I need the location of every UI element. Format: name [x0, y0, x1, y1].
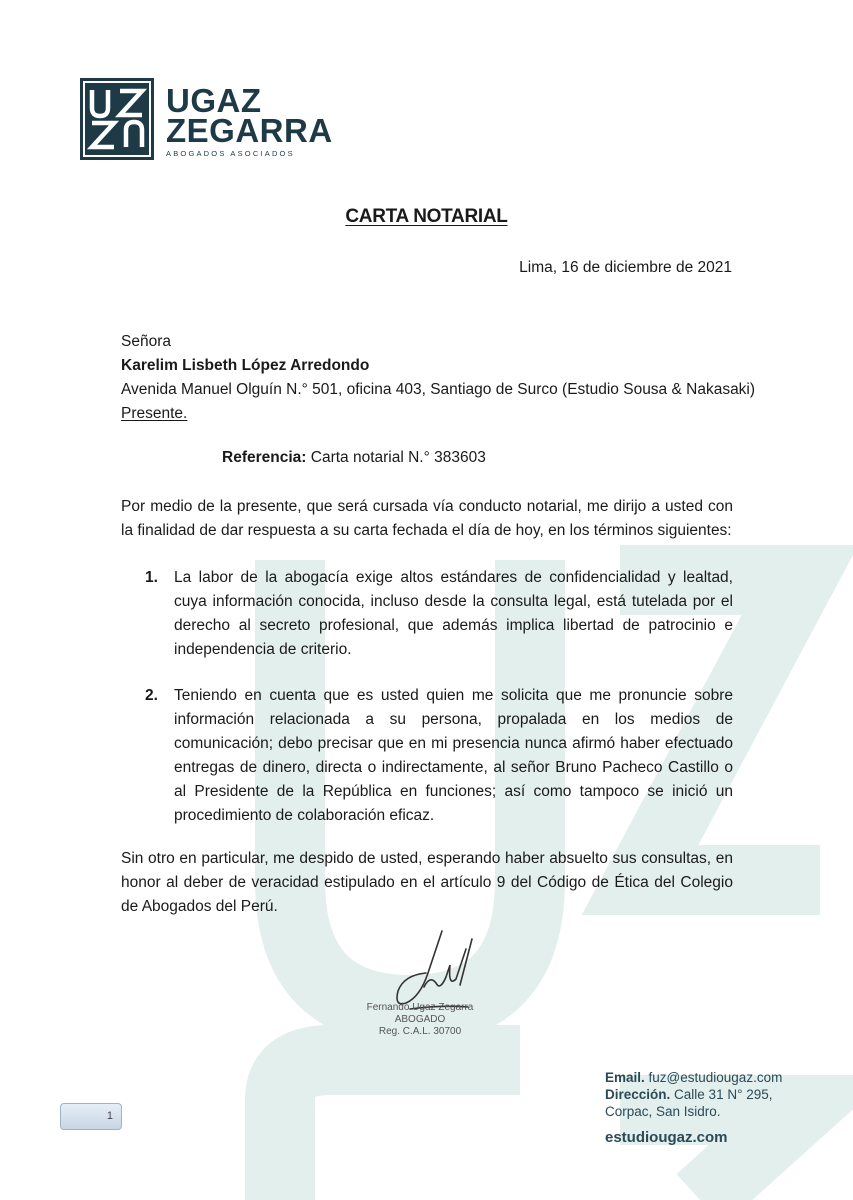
uz-monogram-icon	[80, 78, 154, 160]
recipient-block	[121, 330, 761, 426]
logo-subtitle: ABOGADOS ASOCIADOS	[166, 149, 295, 158]
closing-paragraph: Sin otro en particular, me despido de usted, esperando haber absuelto sus consultas, en honor al deber de veracidad estipulado en el artículo 9 del Código de Ética del Colegio de Abogados del Perú.	[121, 850, 733, 915]
list-item-number: 1.	[145, 569, 158, 586]
email-label: Email.	[605, 1070, 645, 1085]
address-line2: Corpac, San Isidro.	[605, 1104, 721, 1119]
letter-title: CARTA NOTARIAL	[345, 206, 508, 227]
email-link[interactable]: fuz@estudiougaz.com	[648, 1070, 783, 1085]
reference-label: Referencia:	[222, 449, 307, 466]
list-item	[145, 566, 733, 662]
presente-text: Presente.	[121, 405, 188, 422]
recipient-name: Karelim Lisbeth López Arredondo	[121, 357, 370, 374]
recipient-address: Avenida Manuel Olguín N.° 501, oficina 403, Santiago de Surco (Estudio Sousa & Nakasaki)	[121, 381, 756, 398]
address-line1: Calle 31 N° 295,	[674, 1087, 773, 1102]
firm-logo	[80, 78, 333, 160]
stamp-name: Fernando Ugaz Zegarra	[366, 1002, 474, 1013]
logo-name-line2: ZEGARRA	[166, 112, 333, 149]
list-item-text: Teniendo en cuenta que es usted quien me solicita que me pronuncie sobre información relacionada a su persona, propalada en los medios de comunicación; debo precisar que en mi presencia nunca afirmó haber efectuado entregas de dinero, directa o indirectamente, al señor Bruno Pacheco Castillo o al Presidente de la República en funciones; así como tampoco se inició un procedimiento de colaboración eficaz.	[174, 687, 733, 824]
page-number-badge: 1	[60, 1103, 122, 1130]
stamp-registration: Reg. C.A.L. 30700	[378, 1026, 462, 1037]
stamp-title: ABOGADO	[394, 1014, 446, 1025]
letter-date: Lima, 16 de diciembre de 2021	[519, 259, 732, 276]
address-label: Dirección.	[605, 1087, 671, 1102]
list-item-number: 2.	[145, 687, 158, 704]
intro-paragraph: Por medio de la presente, que será cursada vía conducto notarial, me dirijo a usted con la finalidad de dar respuesta a su carta fechada el día de hoy, en los términos siguientes:	[121, 498, 733, 539]
monogram-logo-icon	[80, 78, 154, 160]
salutation: Señora	[121, 333, 171, 350]
reference-value: Carta notarial N.° 383603	[310, 449, 486, 466]
reference-line	[222, 449, 486, 467]
website-link[interactable]: estudiougaz.com	[605, 1129, 728, 1146]
list-item-text: La labor de la abogacía exige altos estándares de confidencialidad y lealtad, cuya información conocida, incluso desde la consulta legal, está tutelada por el derecho al secreto profesional, que además implica libertad de patrocinio e independencia de criterio.	[174, 569, 733, 658]
list-item	[145, 684, 733, 828]
contact-info	[605, 1069, 782, 1146]
signature-stamp	[340, 1002, 500, 1038]
logo-name-line1: UGAZ	[166, 82, 262, 119]
